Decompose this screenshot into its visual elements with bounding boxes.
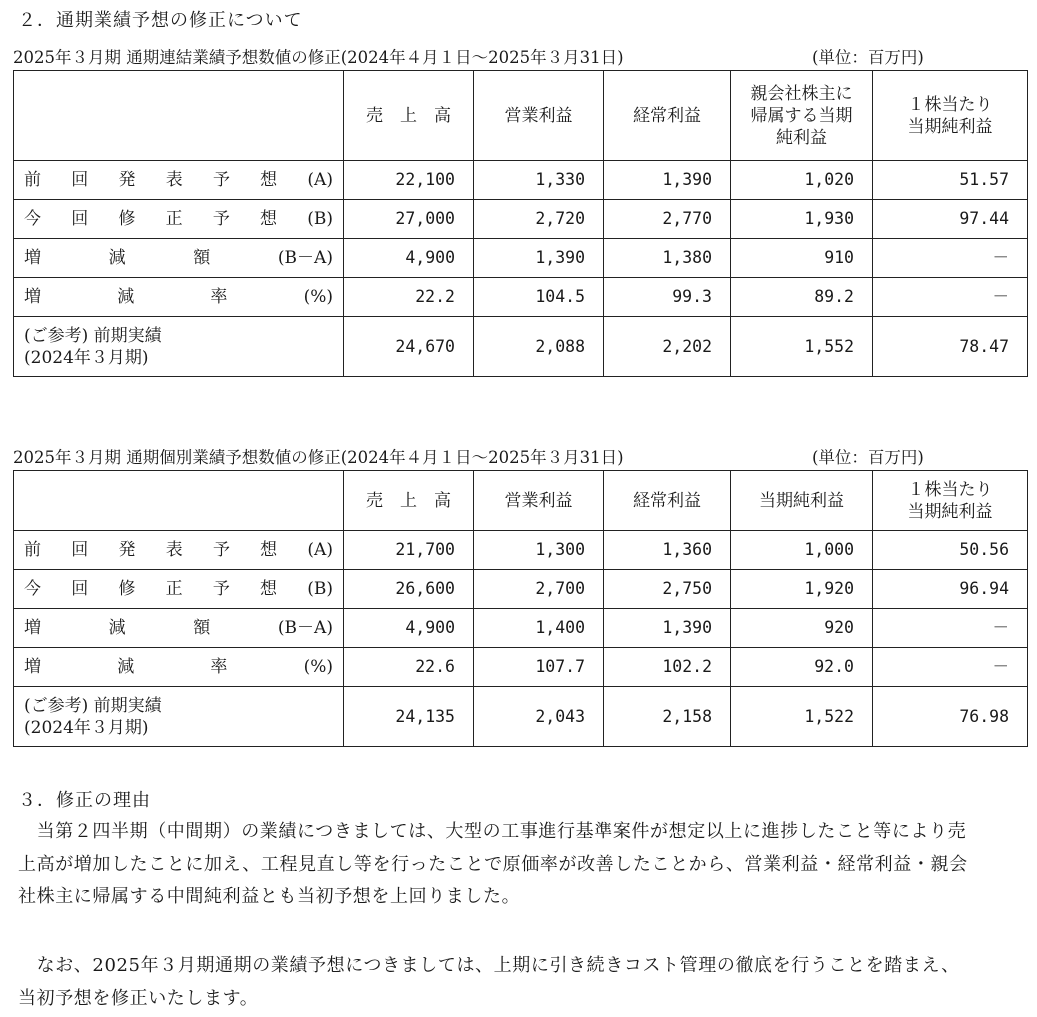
cell-value: 2,770 (604, 200, 731, 239)
cell-value: 102.2 (604, 648, 731, 687)
cell-value: 1,920 (731, 570, 873, 609)
table-nonconsolidated-unit: (単位：百万円) (812, 448, 924, 467)
cell-value: 21,700 (344, 531, 474, 570)
cell-value: 50.56 (873, 531, 1028, 570)
reason-paragraph-2: なお、2025年３月期通期の業績予想につきましては、上期に引き続きコスト管理の徹底を行うことを踏まえ、当初予想を修正いたします。 (18, 955, 960, 1009)
table-row (14, 531, 1028, 570)
cell-value: 1,390 (474, 239, 604, 278)
header-eps: １株当たり 当期純利益 (873, 471, 1028, 531)
table-row (14, 278, 1028, 317)
cell-value: 2,088 (474, 317, 604, 377)
cell-value: 2,158 (604, 687, 731, 747)
row-label: 前 回 発 表 予 想 (A) (14, 161, 344, 200)
cell-value: 4,900 (344, 239, 474, 278)
cell-value: － (873, 278, 1028, 317)
cell-value: 24,135 (344, 687, 474, 747)
table-row (14, 648, 1028, 687)
cell-value: 92.0 (731, 648, 873, 687)
reason-paragraph-1: 当第２四半期（中間期）の業績につきましては、大型の工事進行基準案件が想定以上に進捗したこと等により売上高が増加したことに加え、工程見直し等を行ったことで原価率が改善したことから、営業利益・経常利益・親会社株主に帰属する中間純利益とも当初予想を上回りました。 (18, 821, 968, 907)
table-nonconsolidated-caption: 2025年３月期 通期個別業績予想数値の修正(2024年４月１日～2025年３月31日) (13, 448, 624, 467)
cell-value: 920 (731, 609, 873, 648)
table-nonconsolidated-forecast (13, 470, 1028, 747)
table-consolidated-caption: 2025年３月期 通期連結業績予想数値の修正(2024年４月１日～2025年３月31日) (13, 48, 624, 67)
cell-value: 1,300 (474, 531, 604, 570)
cell-value: 96.94 (873, 570, 1028, 609)
header-ordinary-income: 経常利益 (604, 71, 731, 161)
cell-value: － (873, 609, 1028, 648)
cell-value: － (873, 239, 1028, 278)
table-header-row (14, 471, 1028, 531)
cell-value: 89.2 (731, 278, 873, 317)
cell-value: 1,552 (731, 317, 873, 377)
header-operating-income: 営業利益 (474, 471, 604, 531)
table-consolidated-unit: (単位：百万円) (812, 48, 924, 67)
table-header-row (14, 71, 1028, 161)
row-label: 増 減 額 (B－A) (14, 609, 344, 648)
cell-value: 1,930 (731, 200, 873, 239)
cell-value: 104.5 (474, 278, 604, 317)
table-row (14, 239, 1028, 278)
cell-value: 2,720 (474, 200, 604, 239)
cell-value: 1,400 (474, 609, 604, 648)
cell-value: － (873, 648, 1028, 687)
section-2-title: ２．通期業績予想の修正について (18, 10, 303, 31)
cell-value: 910 (731, 239, 873, 278)
row-label: 今 回 修 正 予 想 (B) (14, 570, 344, 609)
cell-value: 1,390 (604, 609, 731, 648)
table-row (14, 200, 1028, 239)
header-net-sales: 売 上 高 (344, 471, 474, 531)
header-net-income: 当期純利益 (731, 471, 873, 531)
cell-value: 22.6 (344, 648, 474, 687)
row-label: 増 減 率 (%) (14, 648, 344, 687)
table-row (14, 570, 1028, 609)
header-ordinary-income: 経常利益 (604, 471, 731, 531)
cell-value: 1,522 (731, 687, 873, 747)
header-net-sales: 売 上 高 (344, 71, 474, 161)
cell-value: 27,000 (344, 200, 474, 239)
cell-value: 2,700 (474, 570, 604, 609)
cell-value: 1,000 (731, 531, 873, 570)
cell-value: 2,043 (474, 687, 604, 747)
cell-value: 1,390 (604, 161, 731, 200)
row-label: 増 減 率 (%) (14, 278, 344, 317)
cell-value: 76.98 (873, 687, 1028, 747)
table-row (14, 317, 1028, 377)
cell-value: 1,330 (474, 161, 604, 200)
header-blank (14, 71, 344, 161)
section-3-title: ３．修正の理由 (18, 790, 151, 811)
row-label: (ご参考) 前期実績 (2024年３月期) (14, 317, 344, 377)
row-label: 増 減 額 (B－A) (14, 239, 344, 278)
table-row (14, 687, 1028, 747)
cell-value: 24,670 (344, 317, 474, 377)
cell-value: 2,750 (604, 570, 731, 609)
cell-value: 2,202 (604, 317, 731, 377)
row-label: 前 回 発 表 予 想 (A) (14, 531, 344, 570)
cell-value: 26,600 (344, 570, 474, 609)
cell-value: 4,900 (344, 609, 474, 648)
cell-value: 51.57 (873, 161, 1028, 200)
cell-value: 1,380 (604, 239, 731, 278)
cell-value: 78.47 (873, 317, 1028, 377)
cell-value: 107.7 (474, 648, 604, 687)
cell-value: 1,020 (731, 161, 873, 200)
table-row (14, 609, 1028, 648)
cell-value: 22,100 (344, 161, 474, 200)
cell-value: 22.2 (344, 278, 474, 317)
header-blank (14, 471, 344, 531)
cell-value: 97.44 (873, 200, 1028, 239)
table-consolidated-forecast (13, 70, 1028, 377)
header-eps: １株当たり 当期純利益 (873, 71, 1028, 161)
cell-value: 99.3 (604, 278, 731, 317)
header-net-income-parent: 親会社株主に 帰属する当期 純利益 (731, 71, 873, 161)
cell-value: 1,360 (604, 531, 731, 570)
row-label: 今 回 修 正 予 想 (B) (14, 200, 344, 239)
row-label: (ご参考) 前期実績 (2024年３月期) (14, 687, 344, 747)
header-operating-income: 営業利益 (474, 71, 604, 161)
table-row (14, 161, 1028, 200)
